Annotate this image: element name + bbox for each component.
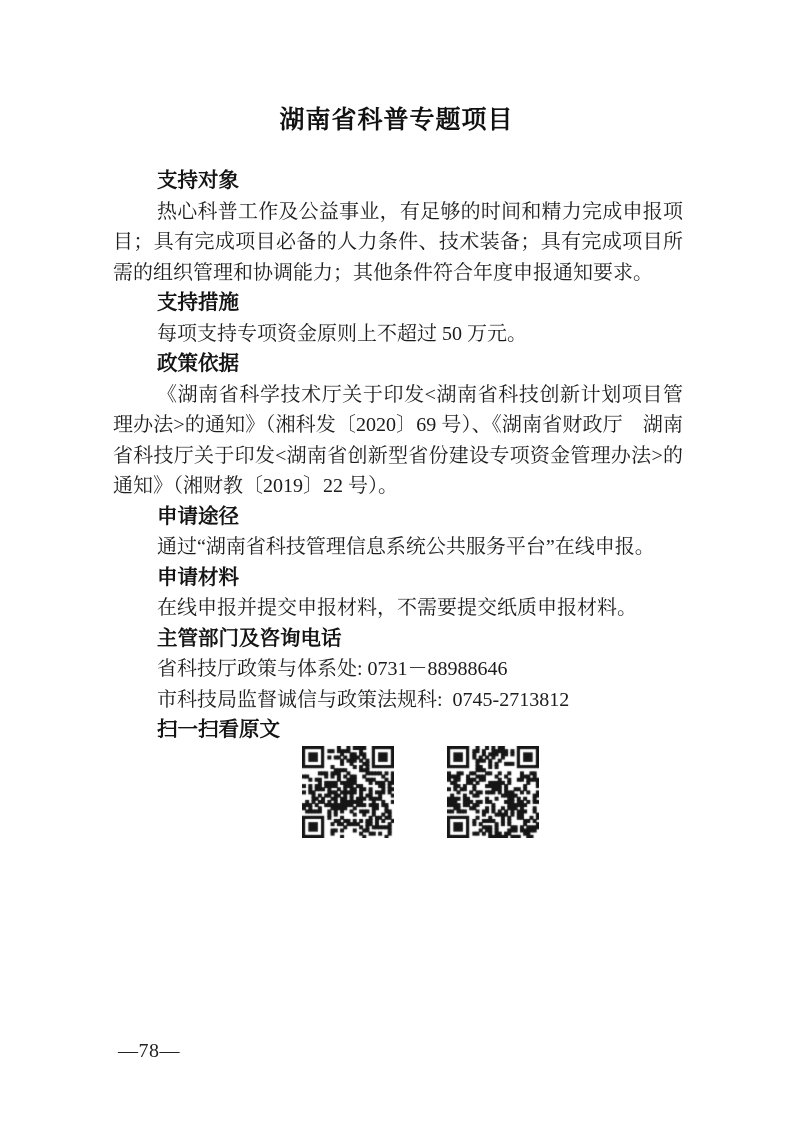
section-paragraph: 每项支持专项资金原则上不超过 50 万元。: [157, 322, 527, 345]
section-support-target: [113, 166, 683, 288]
qr-code-left-icon: [302, 746, 394, 838]
section-paragraph: 在线申报并提交申报材料，不需要提交纸质申报材料。: [157, 597, 637, 619]
page-title: 湖南省科普专题项目: [279, 107, 514, 134]
qr-code-right-icon: [447, 746, 539, 838]
qr-row: [302, 746, 539, 838]
section-heading-application-channel: 申请途径: [157, 504, 239, 528]
contact-phone-province: 省科技厅政策与体系处: 0731－88988646: [157, 658, 508, 680]
section-application-materials: [113, 563, 683, 624]
section-application-channel: [113, 502, 683, 563]
section-contact: [113, 624, 683, 716]
section-heading-policy-basis: 政策依据: [157, 352, 239, 375]
section-heading-application-materials: 申请材料: [157, 565, 239, 589]
section-heading-scan-qr: 扫一扫看原文: [157, 718, 280, 741]
page-number: —78—: [118, 1040, 180, 1062]
document-body: [113, 166, 683, 746]
section-heading-contact: 主管部门及咨询电话: [157, 626, 342, 650]
section-paragraph: 热心科普工作及公益事业，有足够的时间和精力完成申报项目；具有完成项目必备的人力条件、技术装备；具有完成项目所需的组织管理和协调能力；其他条件符合年度申报通知要求。: [113, 200, 683, 284]
contact-phone-city: 市科技局监督诚信与政策法规科: 0745-2713812: [157, 688, 570, 711]
section-heading-support-measures: 支持措施: [157, 291, 239, 314]
section-support-measures: [113, 288, 683, 349]
section-heading-support-target: 支持对象: [157, 169, 239, 192]
section-scan-qr: [113, 715, 683, 746]
section-paragraph: 《湖南省科学技术厅关于印发<湖南省科技创新计划项目管理办法>的通知》（湘科发〔2020〕69 号）、《湖南省财政厅 湖南省科技厅关于印发<湖南省创新型省份建设专项资金管理办法>的通知》（湘财教〔2019〕22 号）。: [113, 383, 683, 497]
section-policy-basis: [113, 349, 683, 502]
section-paragraph: 通过“湖南省科技管理信息系统公共服务平台”在线申报。: [157, 536, 655, 558]
